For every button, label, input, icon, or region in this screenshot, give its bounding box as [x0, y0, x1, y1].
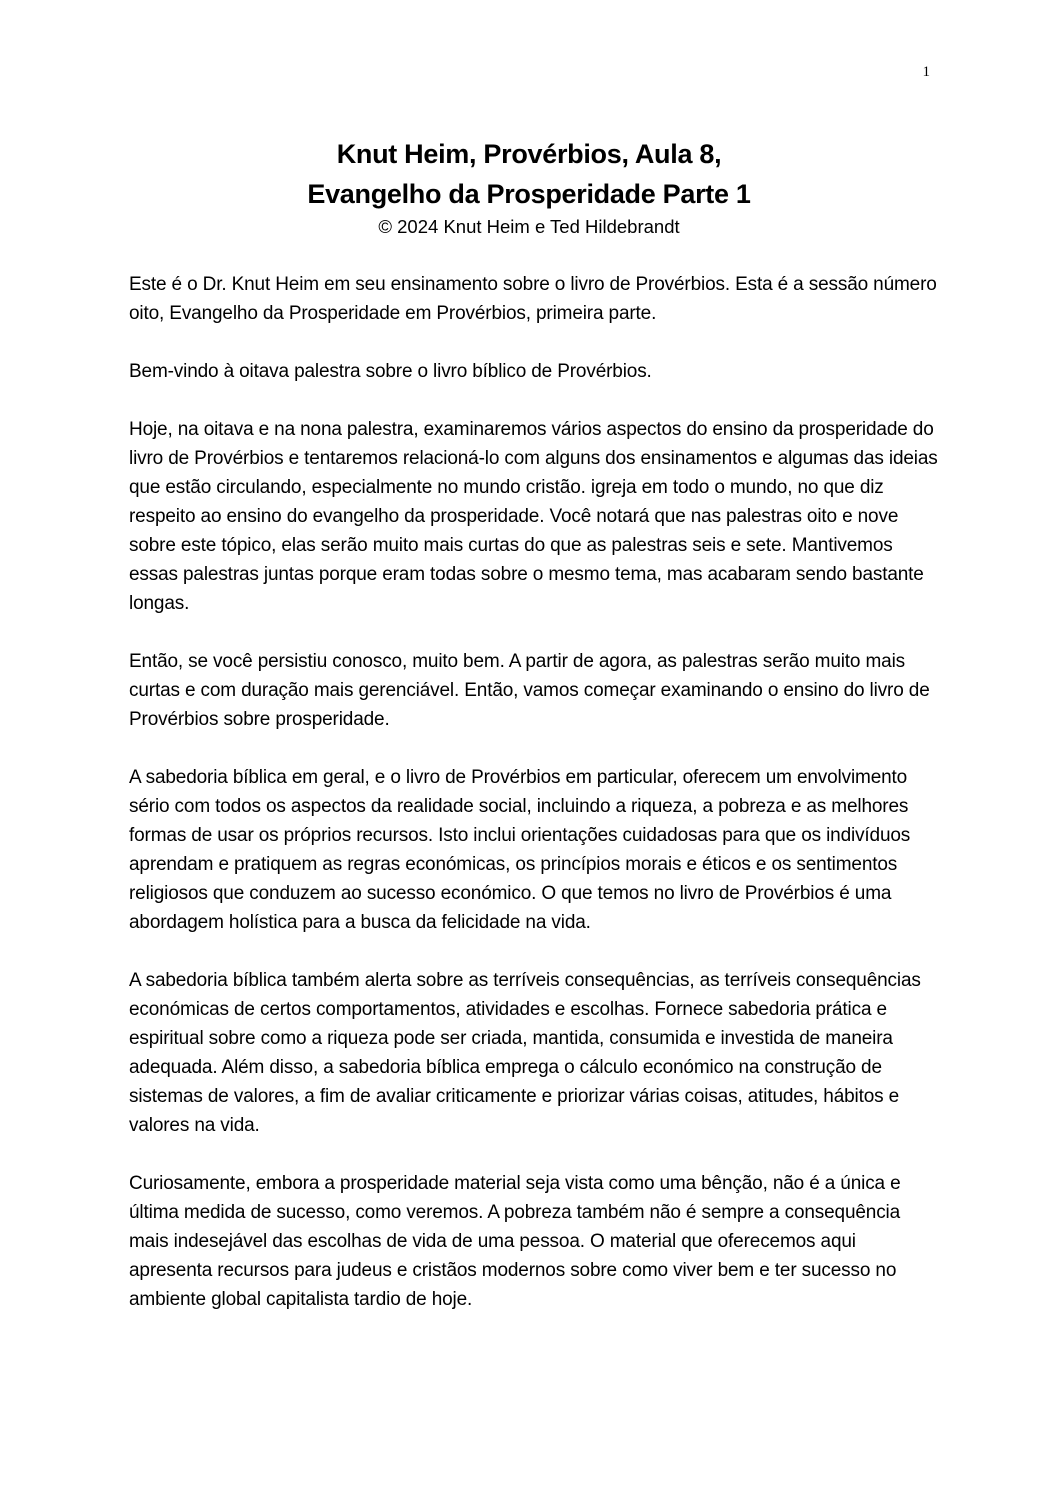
paragraph-wisdom-social-reality: A sabedoria bíblica em geral, e o livro de Provérbios em particular, oferecem um envolvimento sério com todos os aspectos da realidade social, incluindo a riqueza, a pobreza e as melhores formas de usar os próprios recursos. Isto inclui orientações cuidadosas para que os indivíduos aprendam e pratiquem as regras económicas, os princípios morais e éticos e os sentimentos religiosos que conduzem ao sucesso económico. O que temos no livro de Provérbios é uma abordagem holística para a busca da felicidade na vida. [129, 767, 911, 933]
copyright-notice: © 2024 Knut Heim e Ted Hildebrandt [378, 216, 680, 237]
document-body [129, 270, 939, 1343]
page-number: 1 [922, 64, 930, 80]
document-title-line-2: Evangelho da Prosperidade Parte 1 [307, 179, 751, 209]
paragraph-welcome: Bem-vindo à oitava palestra sobre o livro bíblico de Provérbios. [129, 361, 652, 382]
paragraph-lecture-length: Então, se você persistiu conosco, muito bem. A partir de agora, as palestras serão muito mais curtas e com duração mais gerenciável. Então, vamos começar examinando o ensino do livro de Provérbios sobre prosperidade. [129, 651, 930, 730]
paragraph-overview: Hoje, na oitava e na nona palestra, examinaremos vários aspectos do ensino da prosperidade do livro de Provérbios e tentaremos relacioná-lo com alguns dos ensinamentos e algumas das ideias que estão circulando, especialmente no mundo cristão. igreja em todo o mundo, no que diz respeito ao ensino do evangelho da prosperidade. Você notará que nas palestras oito e nove sobre este tópico, elas serão muito mais curtas do que as palestras seis e sete. Mantivemos essas palestras juntas porque eram todas sobre o mesmo tema, mas acabaram sendo bastante longas. [129, 419, 938, 614]
paragraph-prosperity-blessing: Curiosamente, embora a prosperidade material seja vista como uma bênção, não é a única e última medida de sucesso, como veremos. A pobreza também não é sempre a consequência mais indesejável das escolhas de vida de uma pessoa. O material que oferecemos aqui apresenta recursos para judeus e cristãos modernos sobre como viver bem e ter sucesso no ambiente global capitalista tardio de hoje. [129, 1173, 901, 1310]
document-header [0, 134, 1058, 240]
document-title-line-1: Knut Heim, Provérbios, Aula 8, [336, 139, 722, 169]
paragraph-intro: Este é o Dr. Knut Heim em seu ensinamento sobre o livro de Provérbios. Esta é a sessão número oito, Evangelho da Prosperidade em Provérbios, primeira parte. [129, 274, 937, 324]
paragraph-wisdom-consequences: A sabedoria bíblica também alerta sobre as terríveis consequências, as terríveis consequências económicas de certos comportamentos, atividades e escolhas. Fornece sabedoria prática e espiritual sobre como a riqueza pode ser criada, mantida, consumida e investida de maneira adequada. Além disso, a sabedoria bíblica emprega o cálculo económico na construção de sistemas de valores, a fim de avaliar criticamente e priorizar várias coisas, atitudes, hábitos e valores na vida. [129, 970, 921, 1136]
